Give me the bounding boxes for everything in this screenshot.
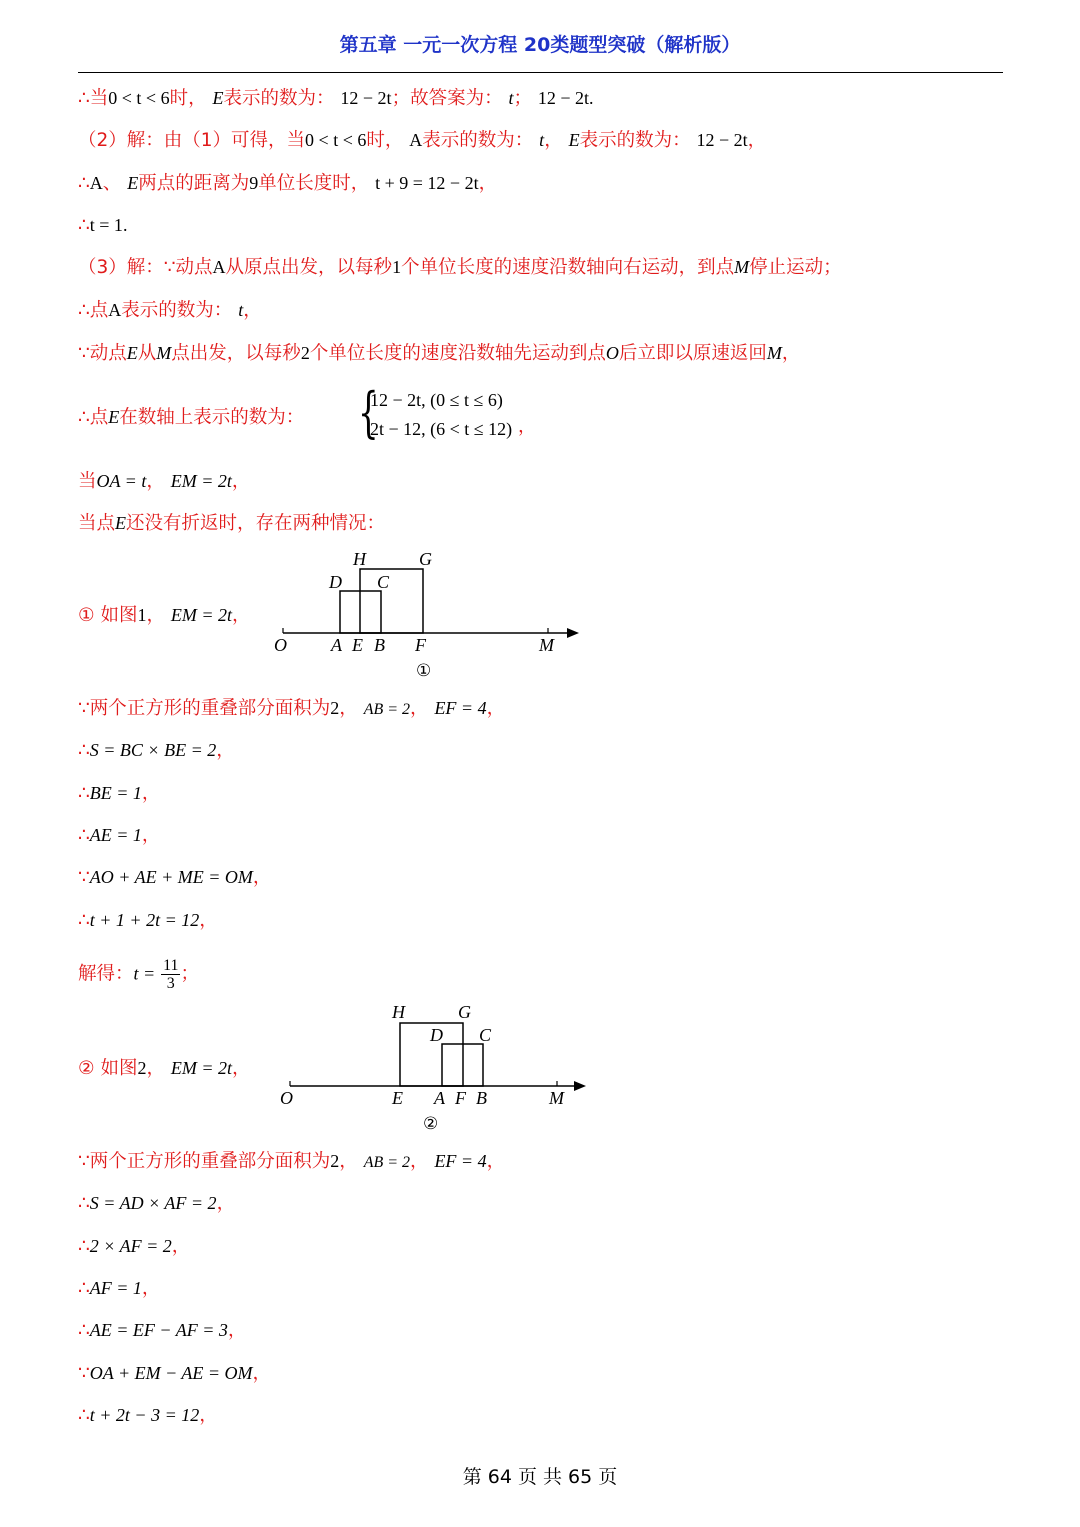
math: S = BC × BE = 2: [89, 740, 217, 760]
math: BE = 1: [89, 783, 142, 803]
text: ，: [339, 1151, 358, 1172]
label-e: E: [392, 1088, 403, 1108]
solution-line-4: [78, 213, 127, 238]
text: ∴: [78, 740, 90, 761]
solution-line-16: [78, 865, 271, 890]
solution-line-15: [78, 823, 160, 848]
text: ，: [410, 698, 429, 719]
text: ① 如图: [78, 605, 138, 626]
math: EF = 4: [434, 698, 487, 718]
math: 0 < t < 6: [108, 88, 170, 108]
math: AB = 2: [363, 1154, 411, 1171]
text: ，: [252, 1363, 272, 1384]
text: 点出发，以每秒: [171, 343, 301, 364]
label-d: D: [430, 1025, 443, 1045]
math: 1: [137, 605, 147, 625]
math: EM = 2t: [170, 1058, 233, 1078]
text: ，: [544, 130, 563, 151]
text: 还没有折返时，存在两种情况：: [126, 513, 386, 534]
text: ∴: [78, 910, 90, 931]
label-c: C: [479, 1025, 492, 1045]
math: .: [589, 88, 594, 108]
text: ∴点: [78, 407, 109, 428]
text: 从原点出发，以每秒: [225, 257, 393, 278]
text: ，: [231, 471, 251, 492]
piecewise-row-1: 12 − 2t, (0 ≤ t ≤ 6): [370, 390, 503, 410]
solution-line-6: [78, 298, 262, 323]
figure-2-diagram: [272, 998, 602, 1138]
math: AF = 1: [89, 1278, 142, 1298]
page-footer: 第 64 页 共 65 页: [462, 1466, 618, 1488]
math: M: [766, 343, 782, 363]
header-rule: [78, 72, 1003, 73]
text: ，: [486, 698, 506, 719]
text: 个单位长度的速度沿数轴向右运动，到点: [401, 257, 735, 278]
text: 解得：: [78, 963, 134, 985]
label-h: H: [353, 549, 366, 569]
text: ∴: [78, 825, 90, 846]
label-a: A: [434, 1088, 445, 1108]
text: ，: [216, 740, 235, 761]
label-m: M: [539, 635, 554, 655]
math: 2: [137, 1058, 147, 1078]
text: ，: [227, 1320, 247, 1341]
text: ，: [216, 1193, 236, 1214]
math: 2: [330, 698, 340, 718]
solution-line-21: [78, 1191, 235, 1216]
text: 、: [102, 173, 122, 194]
math: AE = 1: [89, 825, 142, 845]
text: 个单位长度的速度沿数轴先运动到点: [309, 343, 606, 364]
text: ，: [243, 300, 262, 321]
math: S = AD × AF = 2: [89, 1193, 217, 1213]
solution-line-10: [78, 511, 385, 536]
text: ∴: [78, 1405, 90, 1426]
math: .: [122, 215, 128, 235]
solution-line-25: [78, 1361, 271, 1386]
math: t + 9 = 12 − 2t: [375, 173, 479, 193]
text: ，: [232, 605, 251, 626]
label-g: G: [419, 549, 432, 569]
solution-line-23: [78, 1276, 160, 1301]
math: E: [568, 130, 580, 150]
text: ∵动点: [78, 343, 127, 364]
math: O: [605, 343, 619, 363]
math: t = 1: [89, 215, 123, 235]
solution-line-22: [78, 1234, 190, 1259]
label-e: E: [352, 635, 363, 655]
math: t + 2t − 3 = 12: [89, 1405, 200, 1425]
math: OA = t: [96, 471, 147, 491]
text: ∴当: [78, 88, 109, 109]
text: ∴: [78, 1236, 90, 1257]
math: E: [115, 513, 127, 533]
math: E: [212, 88, 224, 108]
text: ∵: [78, 1363, 90, 1384]
text: ；: [180, 963, 199, 985]
math: 12 − 2t: [340, 88, 392, 108]
text: 时，: [366, 130, 404, 151]
text: ，: [171, 1236, 191, 1257]
text: ，: [232, 1058, 251, 1079]
math: t =: [133, 963, 156, 984]
square-efgh: [360, 569, 423, 633]
solution-line-19: [78, 1056, 251, 1081]
math: OA + EM − AE = OM: [89, 1363, 253, 1383]
text: ∴: [78, 1193, 90, 1214]
text: ∴: [78, 215, 90, 236]
text: 表示的数为：: [121, 300, 233, 321]
piecewise-row-2: 2t − 12, (6 < t ≤ 12): [370, 419, 513, 439]
text: ，: [146, 605, 165, 626]
text: 两点的距离为: [138, 173, 250, 194]
math: 0 < t < 6: [305, 130, 367, 150]
text: 停止运动；: [749, 257, 842, 278]
math: t: [508, 88, 514, 108]
fraction-denominator: 3: [166, 975, 175, 992]
text: 表示的数为：: [223, 88, 335, 109]
axis-arrow: [567, 628, 579, 638]
text: 当点: [78, 513, 116, 534]
math: A: [108, 300, 122, 320]
math: EM = 2t: [170, 471, 232, 491]
text: ，: [199, 910, 218, 931]
text: （2）解：由（1）可得，当: [78, 130, 306, 151]
text: ∴点: [78, 300, 109, 321]
text: ；故答案为：: [391, 88, 503, 109]
text: ∵: [78, 867, 90, 888]
text: ② 如图: [78, 1058, 138, 1079]
text: ∴: [78, 173, 90, 194]
axis-arrow: [574, 1081, 586, 1091]
label-f: F: [415, 635, 426, 655]
brace-symbol: {: [358, 381, 379, 444]
figure-caption: ①: [416, 661, 432, 681]
figure-1-diagram: [265, 545, 595, 685]
label-d: D: [329, 572, 342, 592]
math: 2: [330, 1151, 340, 1171]
text: ∴: [78, 783, 90, 804]
math: 9: [249, 173, 259, 193]
solution-line-20: [78, 1149, 505, 1175]
solution-line-9: [78, 469, 250, 494]
solution-line-13: [78, 738, 235, 763]
math: M: [734, 257, 750, 277]
solution-line-5: [78, 255, 842, 280]
math: A: [89, 173, 103, 193]
text: ∴: [78, 1320, 90, 1341]
math: A: [212, 257, 226, 277]
text: ，: [486, 1151, 506, 1172]
solution-line-12: [78, 696, 505, 722]
text: （3）解：∵动点: [78, 257, 213, 278]
text: ∴: [78, 1278, 90, 1299]
math: t + 1 + 2t = 12: [89, 910, 200, 930]
solution-line-26: [78, 1403, 218, 1428]
math: AE = EF − AF = 3: [89, 1320, 228, 1340]
page-header-title: 第五章 一元一次方程 20类题型突破（解析版）: [339, 34, 741, 56]
solution-line-17: [78, 908, 218, 933]
label-g: G: [458, 1002, 471, 1022]
solution-line-11: [78, 603, 251, 628]
math: AB = 2: [363, 701, 411, 718]
text: ，: [410, 1151, 429, 1172]
label-m: M: [549, 1088, 564, 1108]
label-c: C: [377, 572, 390, 592]
solution-line-3: [78, 171, 497, 196]
math: 12 − 2t: [537, 88, 590, 108]
text: 当: [78, 471, 97, 492]
text: 时，: [169, 88, 207, 109]
math: EF = 4: [434, 1151, 487, 1171]
math: M: [156, 343, 172, 363]
solution-line-14: [78, 781, 160, 806]
label-h: H: [392, 1002, 405, 1022]
math: t: [539, 130, 545, 150]
math: 12 − 2t: [696, 130, 748, 150]
solution-line-2: [78, 128, 766, 153]
solution-line-18: [78, 957, 199, 992]
label-b: B: [476, 1088, 487, 1108]
label-f: F: [455, 1088, 466, 1108]
fraction: [161, 957, 180, 992]
text: ，: [478, 173, 498, 194]
solution-line-24: [78, 1318, 246, 1343]
text: ，: [141, 783, 161, 804]
text: 在数轴上表示的数为：: [119, 407, 305, 428]
solution-line-7: [78, 341, 800, 366]
text: 从: [137, 343, 157, 364]
label-b: B: [374, 635, 385, 655]
math: t: [238, 300, 244, 320]
math: 2 × AF = 2: [89, 1236, 172, 1256]
text: ，: [339, 698, 358, 719]
text: ∵两个正方形的重叠部分面积为: [78, 1151, 331, 1172]
text: 后立即以原速返回: [618, 343, 767, 364]
text: 单位长度时，: [258, 173, 370, 194]
math: E: [108, 407, 120, 427]
text: 表示的数为：: [422, 130, 534, 151]
text: ，: [252, 867, 272, 888]
text: 表示的数为：: [579, 130, 691, 151]
solution-line-8: [78, 405, 304, 430]
math: 1: [392, 257, 402, 277]
math: AO + AE + ME = OM: [89, 867, 253, 887]
math: 2: [300, 343, 310, 363]
label-o: O: [280, 1088, 293, 1108]
math: E: [126, 343, 138, 363]
text: ，: [146, 1058, 165, 1079]
text: ，: [518, 416, 536, 437]
label-a: A: [331, 635, 342, 655]
text: ，: [141, 1278, 161, 1299]
figure-caption: ②: [423, 1114, 439, 1134]
math: A: [409, 130, 423, 150]
label-o: O: [274, 635, 287, 655]
text: ，: [781, 343, 801, 364]
text: ，: [146, 471, 165, 492]
solution-line-1: [78, 86, 594, 111]
math: E: [127, 173, 139, 193]
text: ∵两个正方形的重叠部分面积为: [78, 698, 331, 719]
fraction-numerator: 11: [163, 957, 179, 974]
text: ，: [199, 1405, 218, 1426]
text: ；: [513, 88, 532, 109]
math: EM = 2t: [170, 605, 233, 625]
text: ，: [747, 130, 767, 151]
text: ，: [141, 825, 161, 846]
